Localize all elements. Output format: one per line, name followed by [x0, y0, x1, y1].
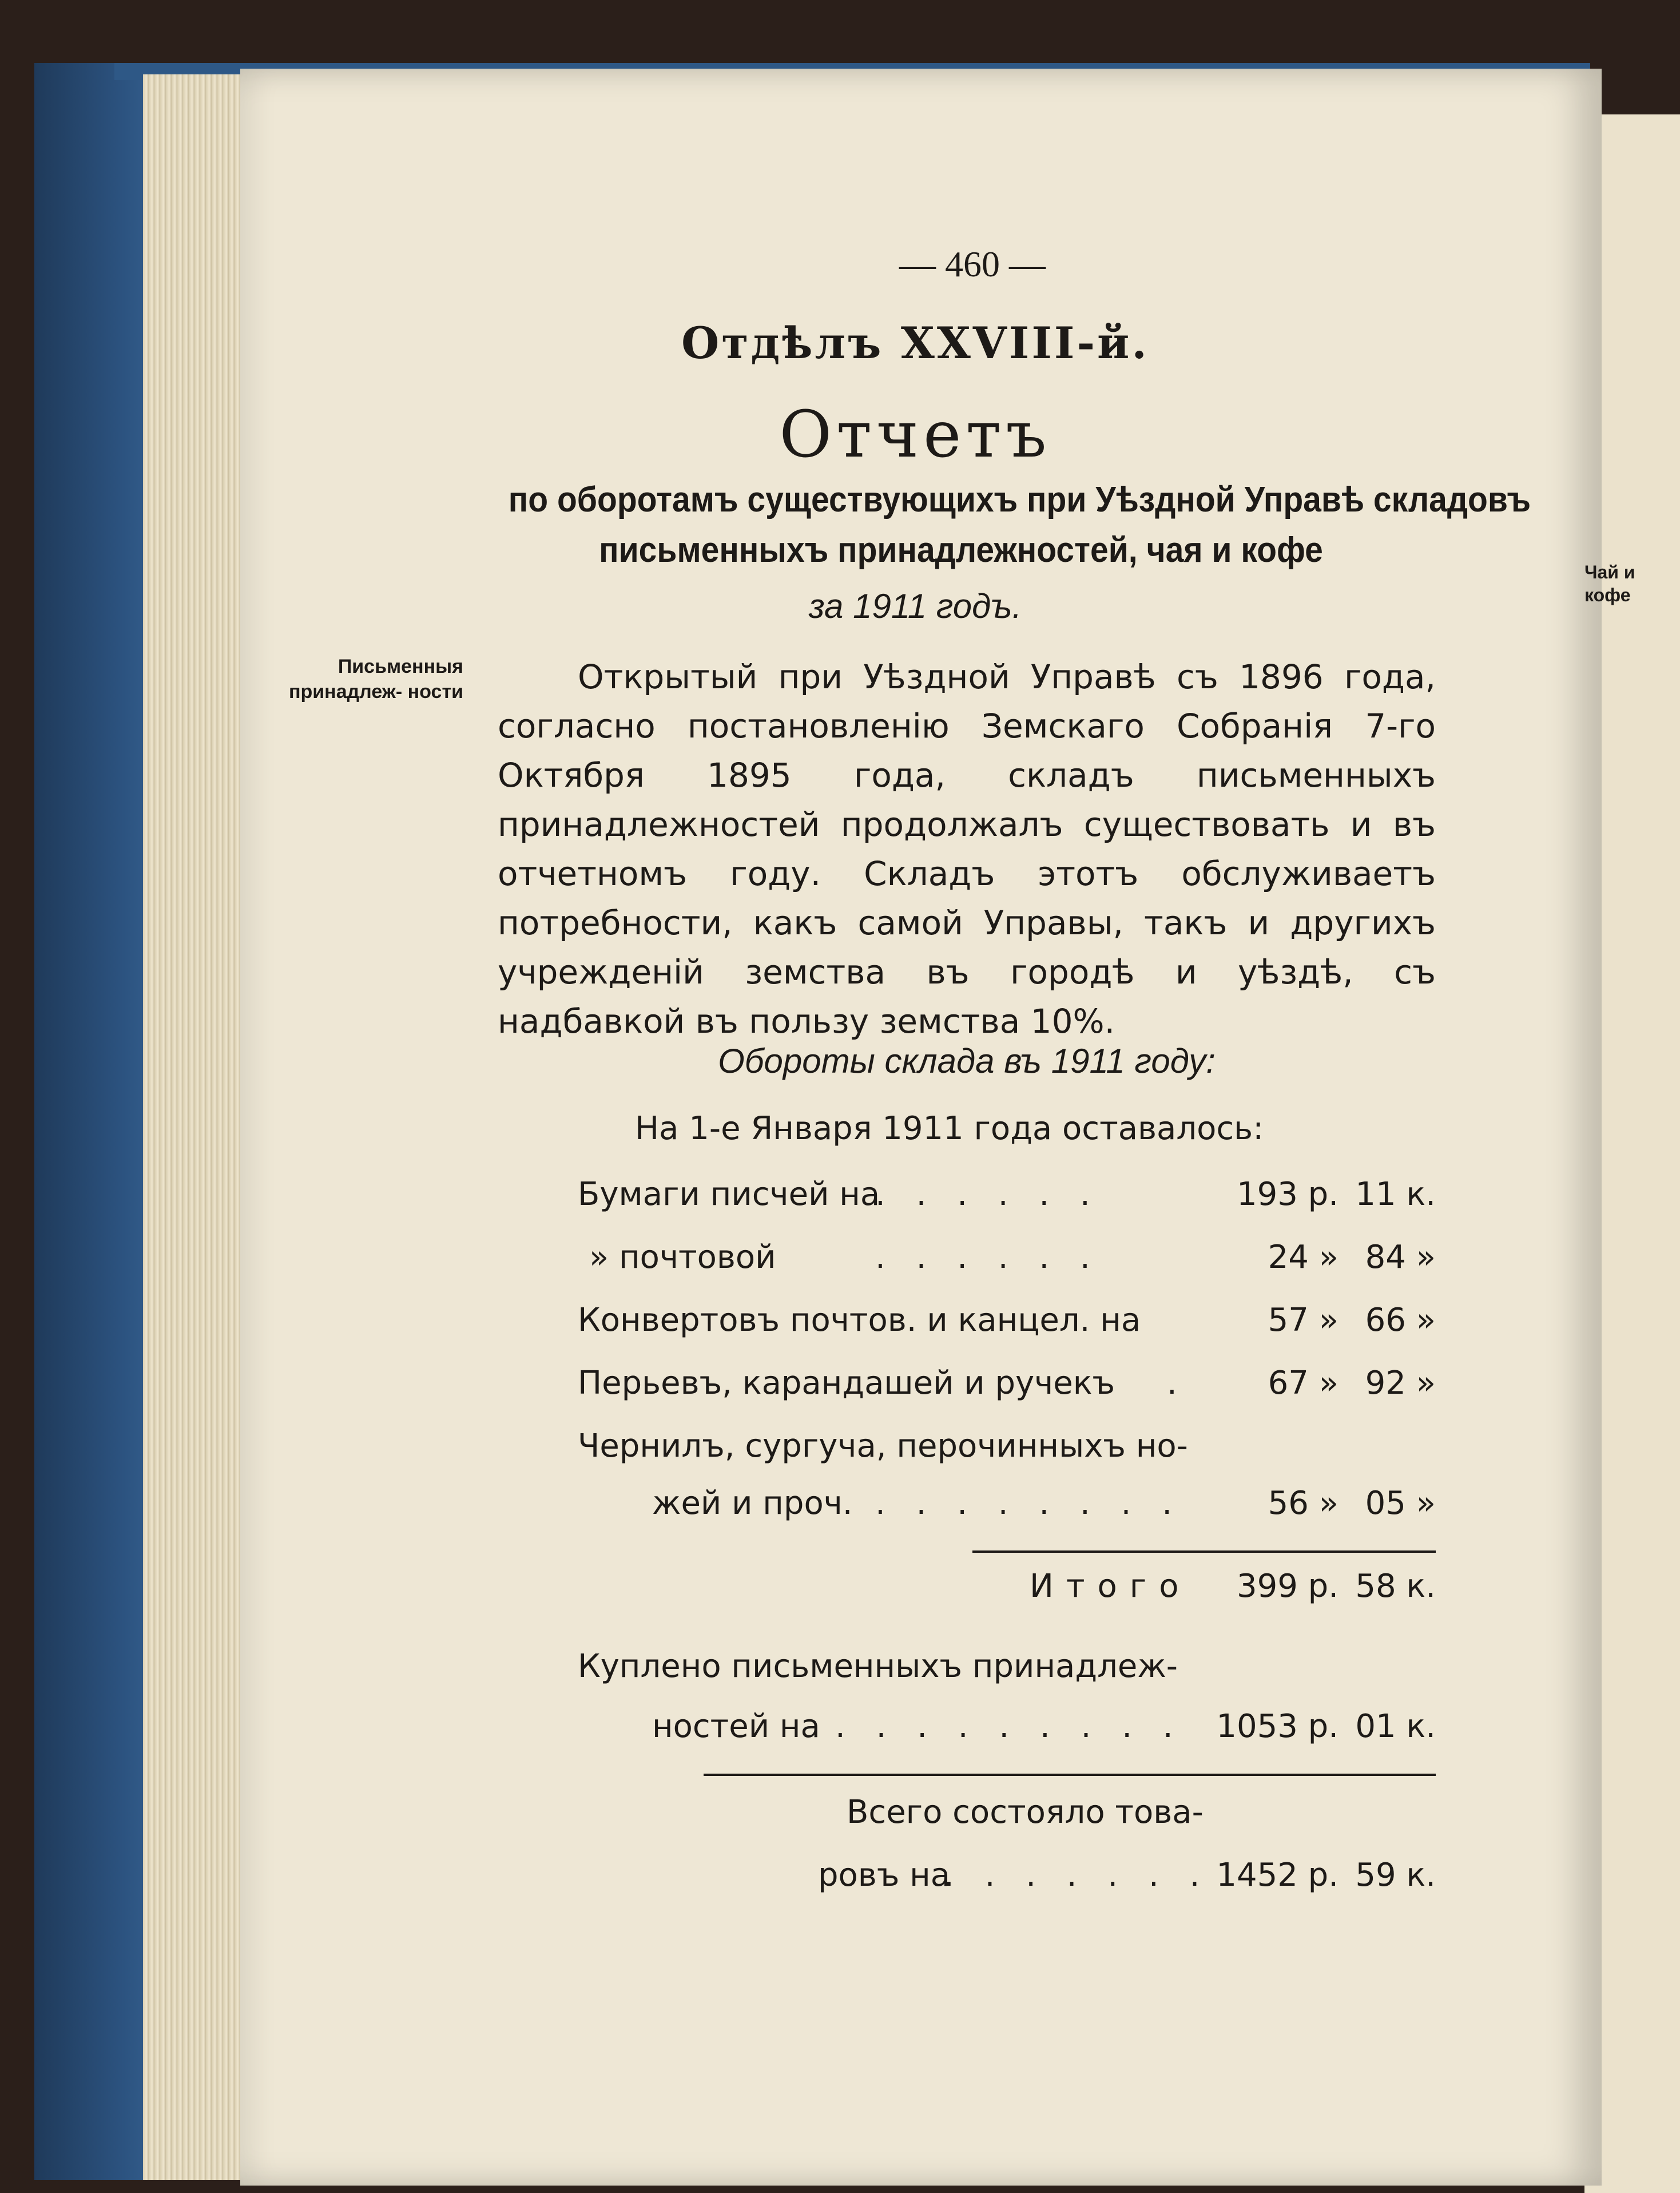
leader-dots: . . . . . . . .	[875, 1485, 1183, 1522]
turnover-heading: Обороты склада въ 1911 году:	[718, 1042, 1216, 1080]
amount-rubles: 399 р.	[1236, 1568, 1339, 1605]
item-amount	[1196, 1176, 1436, 1213]
opening-balance-label: На 1-е Января 1911 года оставалось:	[635, 1110, 1264, 1147]
item-label: Конвертовъ почтов. и канцел. на	[578, 1302, 1141, 1339]
amount-rubles: 56 »	[1268, 1485, 1339, 1522]
item-row-ink-line1	[578, 1427, 1436, 1479]
item-label: » почтовой	[589, 1239, 776, 1276]
grand-total-row-line2	[578, 1857, 1436, 1908]
item-amount	[1196, 1239, 1436, 1276]
total-row	[578, 1568, 1436, 1619]
section-heading: Отдѣлъ XXVIII-й.	[681, 318, 1149, 368]
amount-rubles: 1053 р.	[1216, 1708, 1339, 1745]
purchased-label: Куплено письменныхъ принадлеж-	[578, 1648, 1178, 1685]
item-label: Бумаги писчей на	[578, 1176, 880, 1213]
amount-kopecks: 84 »	[1365, 1239, 1436, 1276]
leader-dots: . . . . . . . . .	[835, 1708, 1183, 1745]
purchased-row-line1	[578, 1648, 1436, 1699]
report-subtitle-line1: по оборотамъ существующихъ при Уѣздной Управѣ складовъ	[508, 480, 1531, 520]
purchased-label: ностей на	[652, 1708, 820, 1745]
amount-rubles: 24 »	[1268, 1239, 1339, 1276]
intro-paragraph	[498, 652, 1436, 1046]
grand-total-rule	[704, 1774, 1436, 1776]
leader-dots: . . . . . . .	[944, 1857, 1210, 1894]
item-row-postal-paper	[578, 1239, 1436, 1290]
grand-total-label: Всего состояло това-	[847, 1794, 1204, 1831]
report-year: за 1911 годъ.	[808, 587, 1022, 625]
leader-dots: . . . . . .	[875, 1176, 1101, 1213]
item-amount	[1196, 1365, 1436, 1402]
report-subtitle-line2: письменныхъ принадлежностей, чая и кофе	[599, 530, 1323, 570]
grand-total-label: ровъ на	[818, 1857, 951, 1894]
amount-kopecks: 05 »	[1365, 1485, 1436, 1522]
subtotal-rule	[972, 1550, 1436, 1553]
item-label: Чернилъ, сургуча, перочинныхъ но-	[578, 1427, 1188, 1465]
leader-dots: .	[1167, 1365, 1187, 1402]
amount-kopecks: 66 »	[1365, 1302, 1436, 1339]
amount-kopecks: 58 к.	[1355, 1568, 1436, 1605]
leader-dots: . . . . . .	[875, 1239, 1101, 1276]
margin-note-tea-coffee: Чай и кофе	[1584, 562, 1635, 605]
item-amount	[1196, 1302, 1436, 1339]
amount-kopecks: 01 к.	[1355, 1708, 1436, 1745]
item-label: жей и проч.	[652, 1485, 853, 1522]
grand-total-row-line1	[578, 1794, 1436, 1845]
intro-paragraph-text: Открытый при Уѣздной Управѣ съ 1896 года, согласно постановленію Земскаго Собранія 7-го Октября 1895 года, складъ письменныхъ принадлежностей продолжалъ существовать и въ отчетномъ году. Складъ этотъ обслуживаетъ потребности, какъ самой Управы, такъ и другихъ учрежденій земства въ городѣ и уѣздѣ, съ надбавкой въ пользу земства 10%.	[498, 657, 1436, 1041]
total-label: Итого	[1030, 1568, 1192, 1605]
item-label: Перьевъ, карандашей и ручекъ	[578, 1365, 1115, 1402]
report-title: Отчетъ	[779, 398, 1051, 472]
amount-rubles: 57 »	[1268, 1302, 1339, 1339]
item-row-writing-paper	[578, 1176, 1436, 1227]
amount-rubles: 193 р.	[1236, 1176, 1339, 1213]
purchased-amount	[1196, 1708, 1436, 1745]
item-amount	[1196, 1485, 1436, 1522]
amount-rubles: 1452 р.	[1216, 1857, 1339, 1894]
item-row-pens	[578, 1365, 1436, 1416]
grand-total-amount	[1196, 1857, 1436, 1894]
amount-kopecks: 59 к.	[1355, 1857, 1436, 1894]
item-row-envelopes	[578, 1302, 1436, 1353]
amount-kopecks: 92 »	[1365, 1365, 1436, 1402]
total-amount	[1196, 1568, 1436, 1605]
margin-note-stationery: Письменныя принадлеж- ности	[288, 656, 463, 703]
item-row-ink-line2	[578, 1485, 1436, 1536]
purchased-row-line2	[578, 1708, 1436, 1759]
amount-rubles: 67 »	[1268, 1365, 1339, 1402]
page-number: — 460 —	[899, 244, 1046, 284]
amount-kopecks: 11 к.	[1355, 1176, 1436, 1213]
